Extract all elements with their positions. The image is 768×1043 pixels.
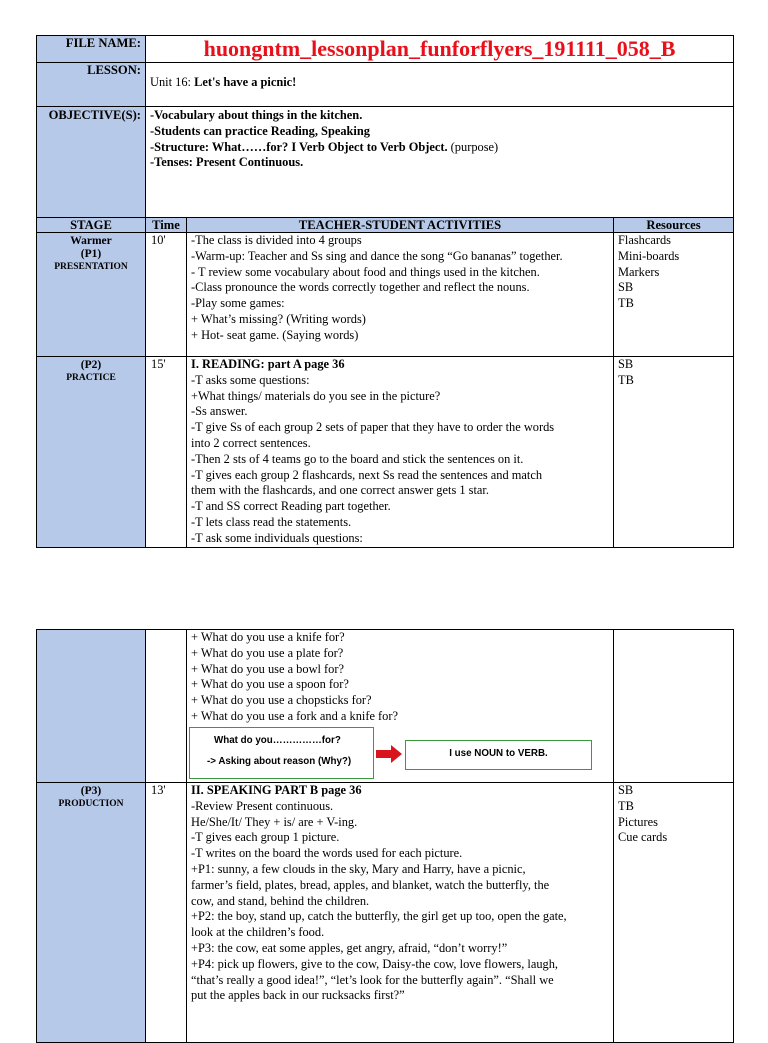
- warmer-time: 10': [146, 233, 187, 357]
- stage-practice-continued: [37, 630, 146, 783]
- resource-item: SB: [618, 783, 634, 797]
- stage-title: Warmer: [70, 235, 112, 247]
- activity-line: -T gives each group 2 flashcards, next Ss read the sentences and match: [191, 467, 543, 482]
- question-line: + What do you use a chopsticks for?: [191, 693, 372, 708]
- stage-practice: [37, 357, 146, 548]
- activity-line: -T asks some questions:: [191, 372, 310, 387]
- activity-line: -T writes on the board the words used for each picture.: [191, 846, 463, 861]
- question-line: + What do you use a knife for?: [191, 630, 345, 644]
- stage-name: PRACTICE: [66, 373, 116, 383]
- activity-line: -T and SS correct Reading part together.: [191, 499, 391, 514]
- note-answer: I use NOUN to VERB.: [449, 748, 548, 759]
- activity-line: -Class pronounce the words correctly together and reflect the nouns.: [191, 280, 530, 295]
- question-line: + What do you use a spoon for?: [191, 677, 349, 692]
- activity-line: cow, and stand, behind the children.: [191, 893, 370, 908]
- objective-structure: [150, 140, 729, 156]
- objective-item: -Students can practice Reading, Speaking: [150, 123, 370, 138]
- objectives-label: OBJECTIVE(S):: [37, 107, 146, 218]
- continued-resources: [614, 630, 734, 783]
- stage-warmer: [37, 233, 146, 357]
- stage-code: (P1): [80, 248, 102, 260]
- speaking-heading: II. SPEAKING PART B page 36: [191, 783, 362, 797]
- activity-line: put the apples back in our rucksacks first?”: [191, 988, 405, 1003]
- activity-line: +P4: pick up flowers, give to the cow, Daisy-the cow, love flowers, laugh,: [191, 956, 559, 971]
- reading-heading: I. READING: part A page 36: [191, 357, 345, 371]
- warmer-activities: [187, 233, 614, 357]
- activity-line: +P2: the boy, stand up, catch the butterfly, the girl get up too, open the gate,: [191, 909, 567, 924]
- activity-line: + Hot- seat game. (Saying words): [191, 327, 359, 342]
- resource-item: SB: [618, 357, 634, 371]
- practice-activities: [187, 357, 614, 548]
- activity-line: -Ss answer.: [191, 404, 248, 419]
- practice-time: 15': [146, 357, 187, 548]
- activity-line: +P3: the cow, eat some apples, get angry, afraid, “don’t worry!”: [191, 940, 508, 955]
- note-reason: -> Asking about reason (Why?): [207, 756, 352, 767]
- resource-item: Cue cards: [618, 830, 668, 845]
- question-line: + What do you use a plate for?: [191, 645, 344, 660]
- warmer-resources: [614, 233, 734, 357]
- resource-item: TB: [618, 372, 634, 387]
- activity-line: -T give Ss of each group 2 sets of paper that they have to order the words: [191, 420, 555, 435]
- question-line: + What do you use a bowl for?: [191, 661, 345, 676]
- stage-name: PRESENTATION: [54, 262, 128, 272]
- activity-line: -Play some games:: [191, 296, 285, 311]
- production-activities: [187, 783, 614, 1043]
- column-time: Time: [146, 218, 187, 233]
- activity-line: -Warm-up: Teacher and Ss sing and dance the song “Go bananas” together.: [191, 248, 563, 263]
- objective-item: -Tenses: Present Continuous.: [150, 155, 304, 170]
- stage-code: (P2): [80, 359, 102, 371]
- activity-line: - T review some vocabulary about food and things used in the kitchen.: [191, 264, 540, 279]
- lesson-cell: [146, 63, 734, 107]
- resource-item: Pictures: [618, 814, 658, 829]
- resource-item: Mini-boards: [618, 248, 680, 263]
- practice-resources: [614, 357, 734, 548]
- activity-line: -Then 2 sts of 4 teams go to the board and stick the sentences on it.: [191, 451, 524, 466]
- activity-line: -T ask some individuals questions:: [191, 530, 363, 545]
- activity-line: look at the children’s food.: [191, 925, 325, 940]
- file-name-label: FILE NAME:: [37, 36, 146, 63]
- objective-item: -Vocabulary about things in the kitchen.: [150, 108, 363, 122]
- activity-line: into 2 correct sentences.: [191, 435, 311, 450]
- structure-note-box: [189, 727, 374, 779]
- right-arrow-icon: [376, 745, 402, 763]
- activity-line: -Review Present continuous.: [191, 798, 334, 813]
- lesson-plan-table-page1: [36, 35, 734, 548]
- resource-item: Flashcards: [618, 233, 671, 247]
- column-activities: TEACHER-STUDENT ACTIVITIES: [187, 218, 614, 233]
- structure-text: -Structure: What……for? I Verb Object to Verb Object.: [150, 139, 448, 154]
- lesson-prefix: Unit 16:: [150, 75, 195, 89]
- activity-line: “that’s really a good idea!”, “let’s look for the butterfly again”. “Shall we: [191, 972, 554, 987]
- lesson-plan-table-page2: [36, 629, 734, 1043]
- column-stage: STAGE: [37, 218, 146, 233]
- resource-item: Markers: [618, 264, 660, 279]
- note-question: What do you……………for?: [214, 735, 341, 746]
- activity-line: -T gives each group 1 picture.: [191, 830, 340, 845]
- resource-item: TB: [618, 798, 634, 813]
- resource-item: SB: [618, 280, 634, 295]
- activity-line: -The class is divided into 4 groups: [191, 233, 362, 247]
- continued-time: [146, 630, 187, 783]
- production-time: 13': [146, 783, 187, 1043]
- activity-line: + What’s missing? (Writing words): [191, 311, 366, 326]
- stage-name: PRODUCTION: [58, 799, 124, 809]
- answer-note-box: [405, 740, 592, 770]
- activity-line: farmer’s field, plates, bread, apples, and blanket, watch the butterfly, the: [191, 877, 550, 892]
- objectives-cell: [146, 107, 734, 218]
- production-resources: [614, 783, 734, 1043]
- stage-production: [37, 783, 146, 1043]
- resource-item: TB: [618, 296, 634, 311]
- activity-line: +P1: sunny, a few clouds in the sky, Mary and Harry, have a picnic,: [191, 861, 526, 876]
- lesson-title: Let's have a picnic!: [194, 75, 297, 89]
- file-name-value: huongntm_lessonplan_funforflyers_191111_058_B: [146, 36, 734, 63]
- question-line: + What do you use a fork and a knife for?: [191, 708, 399, 723]
- column-resources: Resources: [614, 218, 734, 233]
- activity-line: +What things/ materials do you see in the picture?: [191, 388, 441, 403]
- activity-line: -T lets class read the statements.: [191, 514, 352, 529]
- activity-line: He/She/It/ They + is/ are + V-ing.: [191, 814, 358, 829]
- lesson-label: LESSON:: [37, 63, 146, 107]
- activity-line: them with the flashcards, and one correct answer gets 1 star.: [191, 483, 489, 498]
- stage-code: (P3): [80, 785, 102, 797]
- structure-purpose: (purpose): [447, 139, 499, 154]
